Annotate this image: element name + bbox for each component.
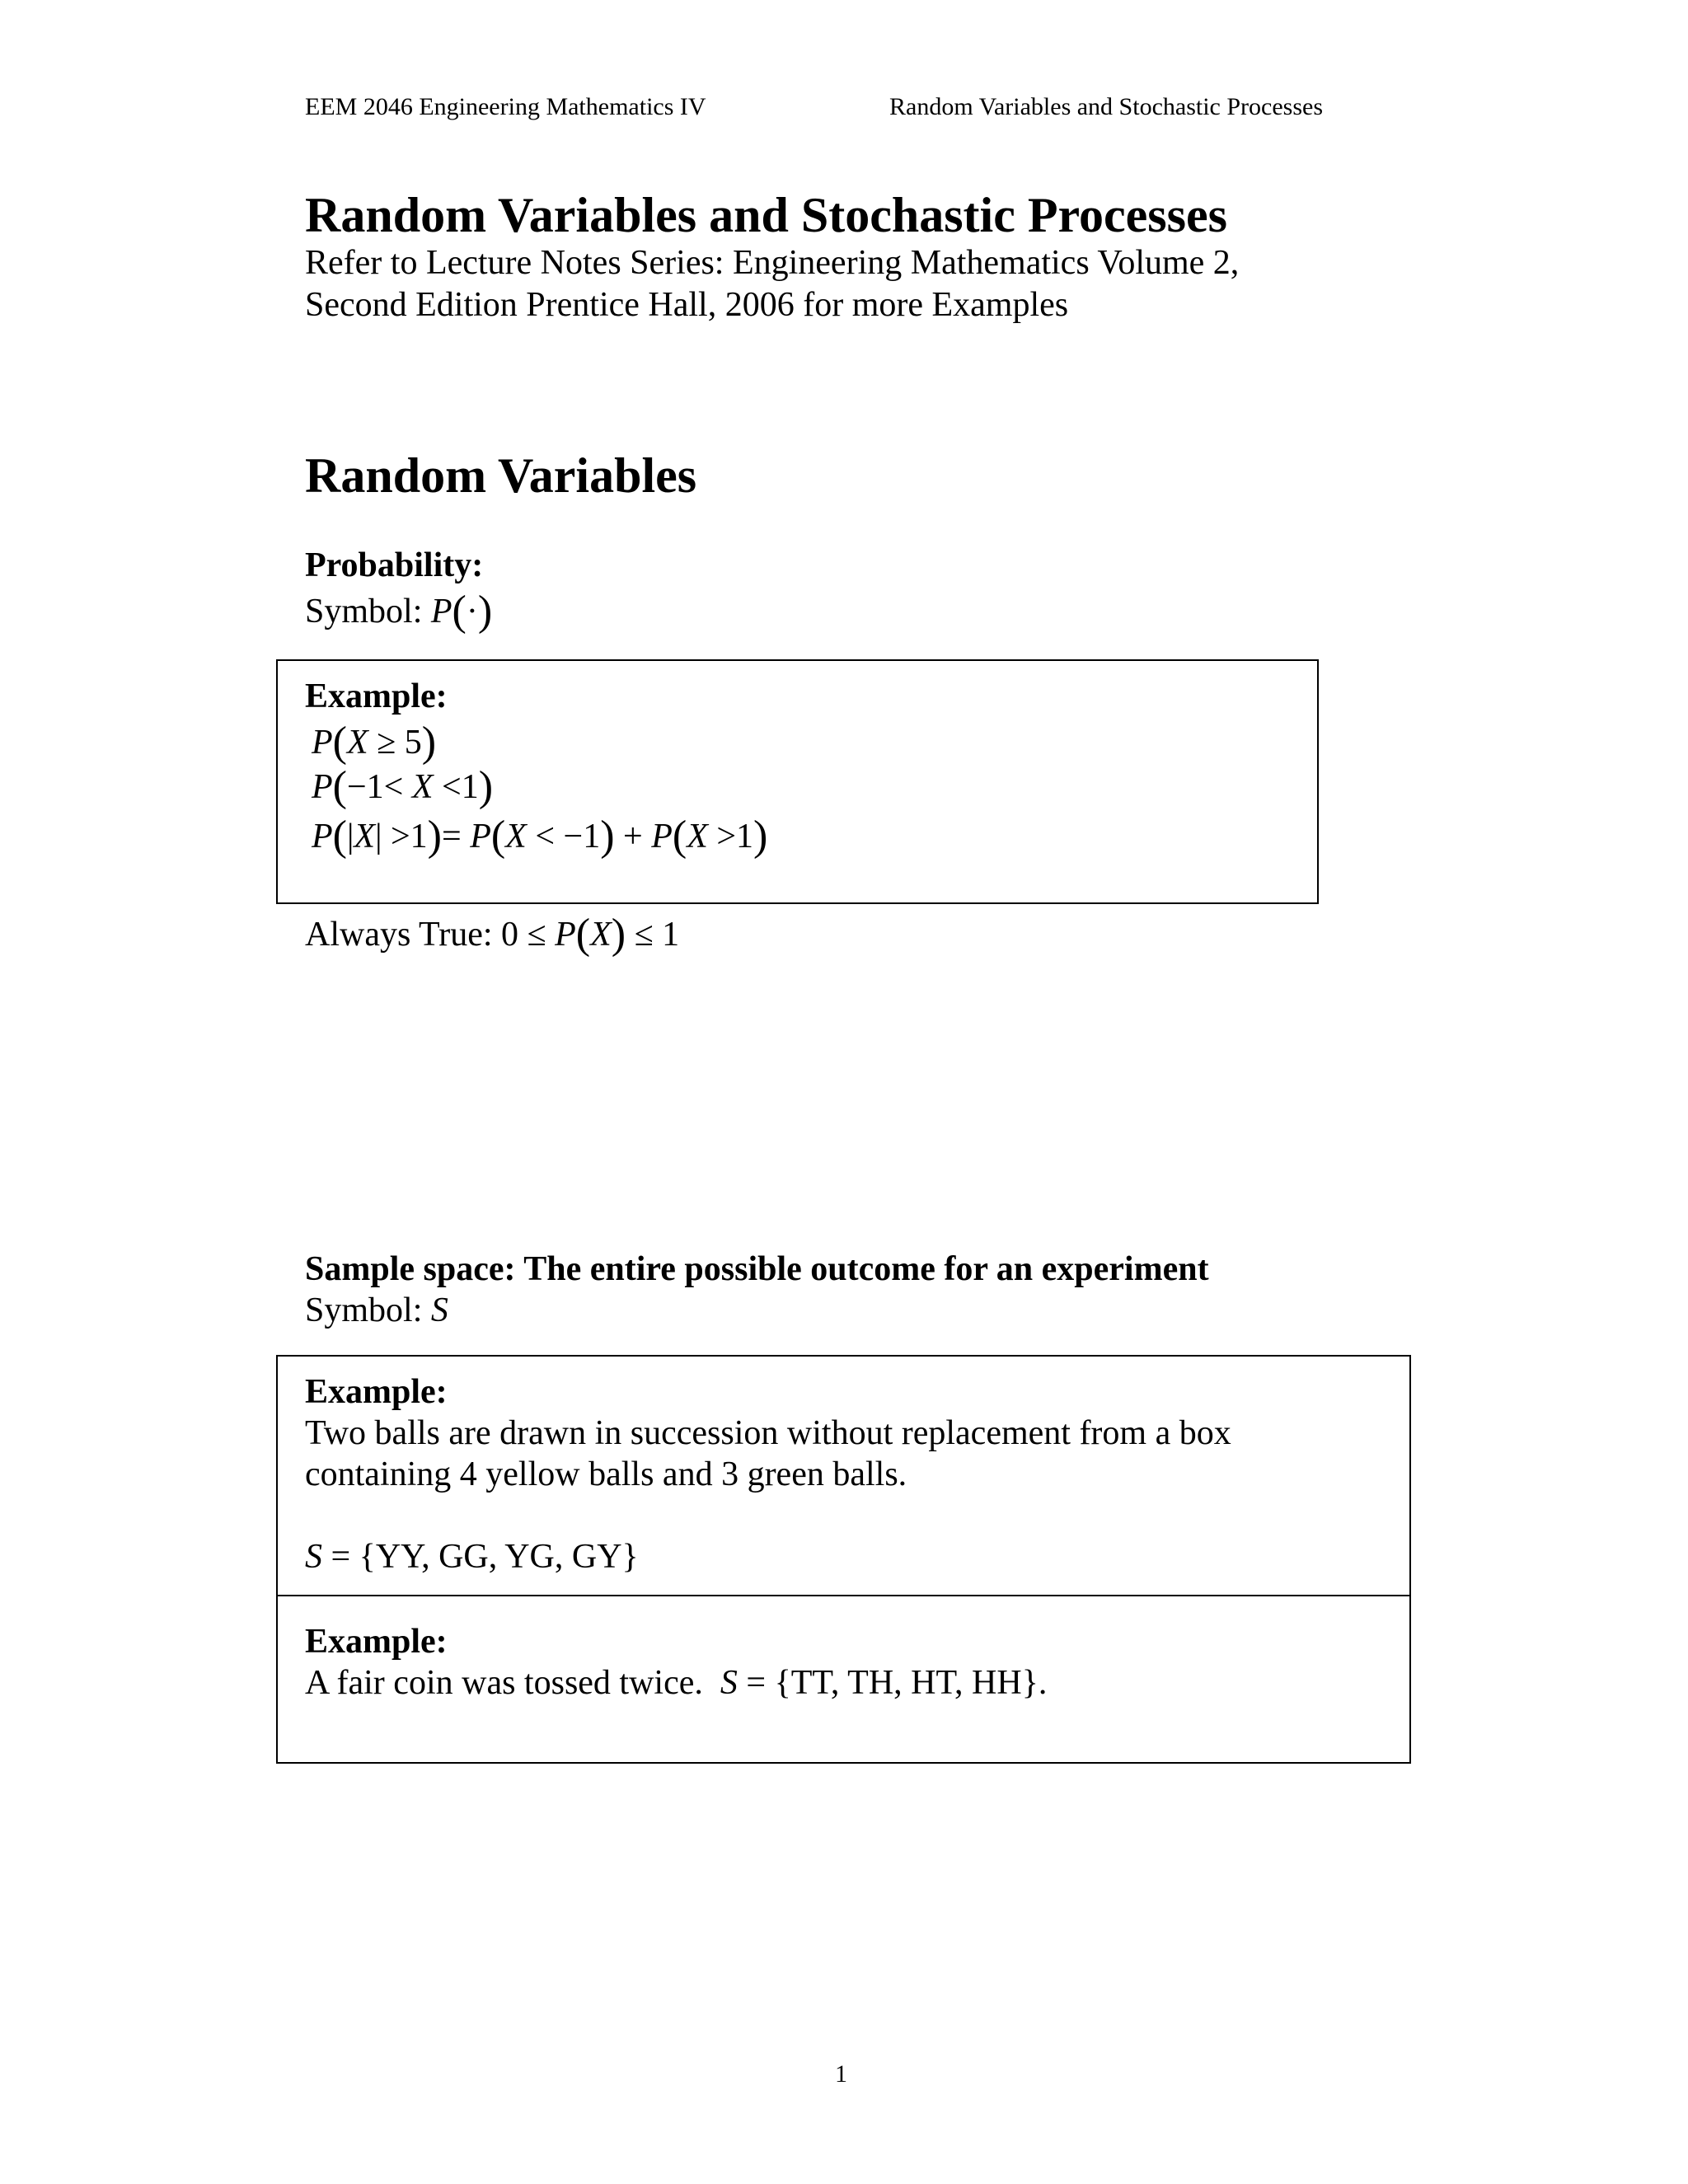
- set-value: = {YY, GG, YG, GY}: [322, 1538, 639, 1576]
- always-true-label: Always True:: [305, 916, 493, 954]
- sample-space-example-1-label: Example:: [305, 1373, 448, 1411]
- always-true-formula: 0 ≤ P(X) ≤ 1: [501, 911, 680, 958]
- set-symbol: S: [305, 1538, 322, 1576]
- sample-space-symbol-line: [305, 1291, 448, 1330]
- sample-space-symbol-label: Symbol:: [305, 1291, 423, 1329]
- subtitle-line-2: Second Edition Prentice Hall, 2006 for more Examples: [305, 286, 1069, 324]
- example-2-set-symbol: S: [720, 1664, 738, 1702]
- sample-space-example-1-set: [305, 1537, 639, 1577]
- always-true-line: [305, 910, 679, 958]
- probability-symbol-label: Symbol:: [305, 593, 423, 630]
- probability-heading: Probability:: [305, 546, 484, 584]
- sample-space-example-2-label: Example:: [305, 1623, 448, 1661]
- running-header-left: EEM 2046 Engineering Mathematics IV: [305, 93, 706, 120]
- probability-example-formula-2: P(−1< X <1): [312, 763, 494, 810]
- probability-example-formula-3: P(|X| >1)= P(X < −1) + P(X >1): [312, 813, 768, 860]
- subtitle-line-1: Refer to Lecture Notes Series: Engineering Mathematics Volume 2,: [305, 244, 1240, 282]
- example-2-set-value: = {TT, TH, HT, HH}.: [737, 1664, 1048, 1702]
- sample-space-symbol: S: [430, 1291, 448, 1329]
- page-title: Random Variables and Stochastic Processes: [305, 188, 1227, 242]
- probability-example-formula-1: P(X ≥ 5): [312, 719, 437, 766]
- sample-space-example-2-line: [305, 1663, 1047, 1703]
- section-heading: Random Variables: [305, 448, 697, 503]
- running-header-right: Random Variables and Stochastic Processes: [889, 93, 1324, 120]
- probability-example-label: Example:: [305, 677, 448, 715]
- sample-space-example-1-line-2: containing 4 yellow balls and 3 green balls.: [305, 1455, 907, 1493]
- example-divider: [276, 1595, 1411, 1596]
- example-2-text: A fair coin was tossed twice.: [305, 1664, 720, 1702]
- probability-symbol-line: [305, 587, 492, 635]
- page-number: 1: [835, 2060, 847, 2088]
- sample-space-example-1-line-1: Two balls are drawn in succession without replacement from a box: [305, 1414, 1231, 1452]
- sample-space-heading: Sample space: The entire possible outcome for an experiment: [305, 1250, 1209, 1288]
- probability-symbol-formula: P(·): [430, 588, 493, 635]
